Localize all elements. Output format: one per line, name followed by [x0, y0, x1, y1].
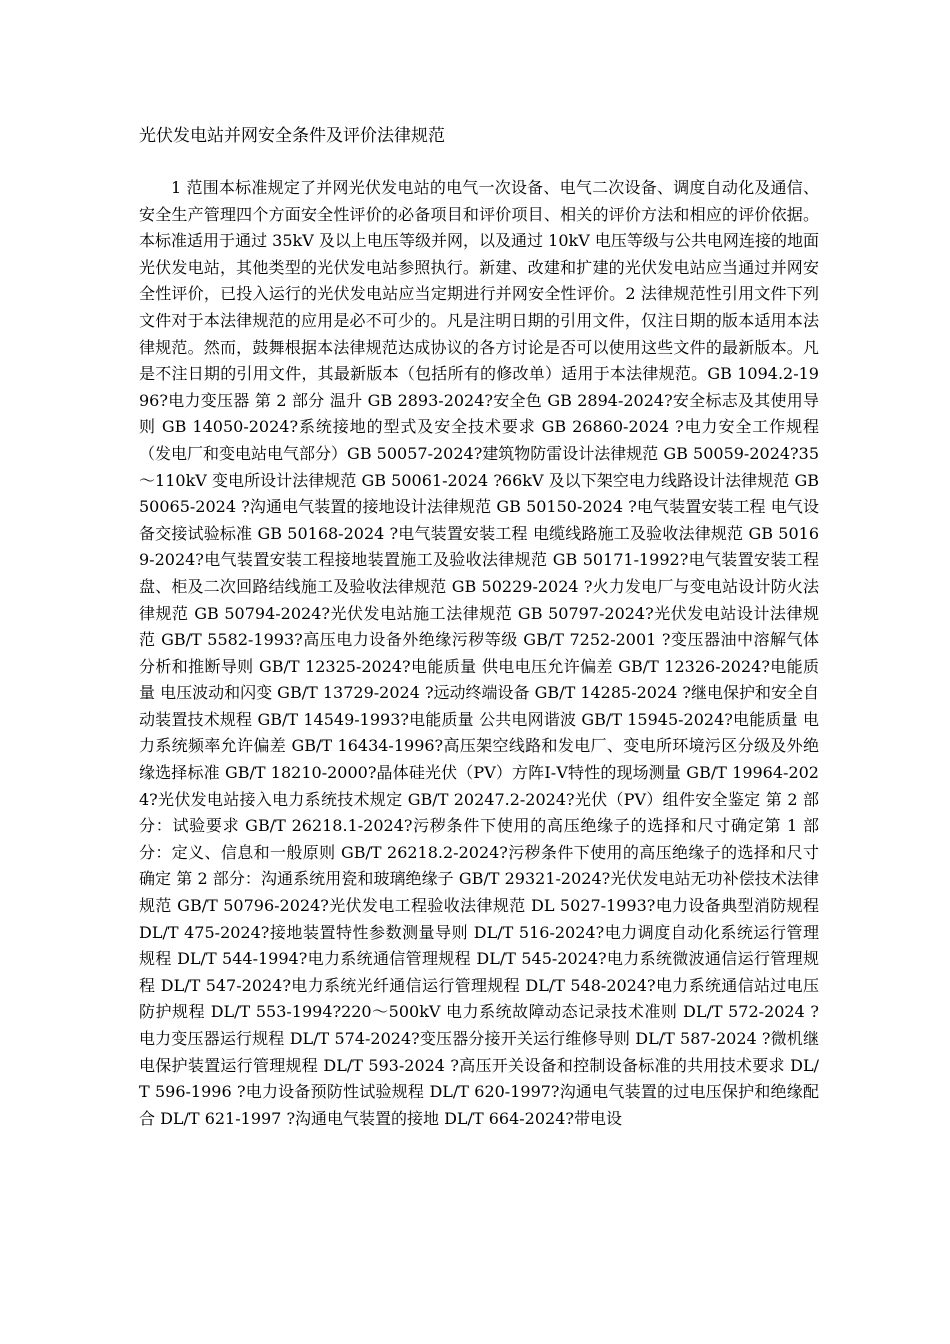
document-body-paragraph: 1 范围本标准规定了并网光伏发电站的电气一次设备、电气二次设备、调度自动化及通信、安全生产管理四个方面安全性评价的必备项目和评价项目、相关的评价方法和相应的评价依据。本标准适用于通过 35kV 及以上电压等级并网，以及通过 10kV 电压等级与公共电网连接的地面光伏发电站，其他类型的光伏发电站参照执行。新建、改建和扩建的光伏发电站应当通过并网安全性评价，已投入运行的光伏发电站应当定期进行并网安全性评价。2 法律规范性引用文件下列文件对于本法律规范的应用是必不可少的。凡是注明日期的引用文件，仅注日期的版本适用本法律规范。然而，鼓舞根据本法律规范达成协议的各方讨论是否可以使用这些文件的最新版本。凡是不注日期的引用文件，其最新版本（包括所有的修改单）适用于本法律规范。GB 1094.2-1996?电力变压器 第 2 部分 温升 GB 2893-2024?安全色 GB 2894-2024?安全标志及其使用导则 GB 14050-2024?系统接地的型式及安全技术要求 GB 26860-2024 ?电力安全工作规程（发电厂和变电站电气部分）GB 50057-2024?建筑物防雷设计法律规范 GB 50059-2024?35～110kV 变电所设计法律规范 GB 50061-2024 ?66kV 及以下架空电力线路设计法律规范 GB 50065-2024 ?沟通电气装置的接地设计法律规范 GB 50150-2024 ?电气装置安装工程 电气设备交接试验标准 GB 50168-2024 ?电气装置安装工程 电缆线路施工及验收法律规范 GB 50169-2024?电气装置安装工程接地装置施工及验收法律规范 GB 50171-1992?电气装置安装工程 盘、柜及二次回路结线施工及验收法律规范 GB 50229-2024 ?火力发电厂与变电站设计防火法律规范 GB 50794-2024?光伏发电站施工法律规范 GB 50797-2024?光伏发电站设计法律规范 GB/T 5582-1993?高压电力设备外绝缘污秽等级 GB/T 7252-2001 ?变压器油中溶解气体分析和推断导则 GB/T 12325-2024?电能质量 供电电压允许偏差 GB/T 12326-2024?电能质量 电压波动和闪变 GB/T 13729-2024 ?远动终端设备 GB/T 14285-2024 ?继电保护和安全自动装置技术规程 GB/T 14549-1993?电能质量 公共电网谐波 GB/T 15945-2024?电能质量 电力系统频率允许偏差 GB/T 16434-1996?高压架空线路和发电厂、变电所环境污区分级及外绝缘选择标准 GB/T 18210-2000?晶体硅光伏（PV）方阵Ⅰ-Ⅴ特性的现场测量 GB/T 19964-2024?光伏发电站接入电力系统技术规定 GB/T 20247.2-2024?光伏（PV）组件安全鉴定 第 2 部分：试验要求 GB/T 26218.1-2024?污秽条件下使用的高压绝缘子的选择和尺寸确定第 1 部分：定义、信息和一般原则 GB/T 26218.2-2024?污秽条件下使用的高压绝缘子的选择和尺寸确定 第 2 部分：沟通系统用瓷和玻璃绝缘子 GB/T 29321-2024?光伏发电站无功补偿技术法律规范 GB/T 50796-2024?光伏发电工程验收法律规范 DL 5027-1993?电力设备典型消防规程 DL/T 475-2024?接地装置特性参数测量导则 DL/T 516-2024?电力调度自动化系统运行管理规程 DL/T 544-1994?电力系统通信管理规程 DL/T 545-2024?电力系统微波通信运行管理规程 DL/T 547-2024?电力系统光纤通信运行管理规程 DL/T 548-2024?电力系统通信站过电压防护规程 DL/T 553-1994?220～500kV 电力系统故障动态记录技术准则 DL/T 572-2024 ?电力变压器运行规程 DL/T 574-2024?变压器分接开关运行维修导则 DL/T 587-2024 ?微机继电保护装置运行管理规程 DL/T 593-2024 ?高压开关设备和控制设备标准的共用技术要求 DL/T 596-1996 ?电力设备预防性试验规程 DL/T 620-1997?沟通电气装置的过电压保护和绝缘配合 DL/T 621-1997 ?沟通电气装置的接地 DL/T 664-2024?带电设	[139, 178, 820, 1128]
document-title: 光伏发电站并网安全条件及评价法律规范	[139, 126, 445, 146]
